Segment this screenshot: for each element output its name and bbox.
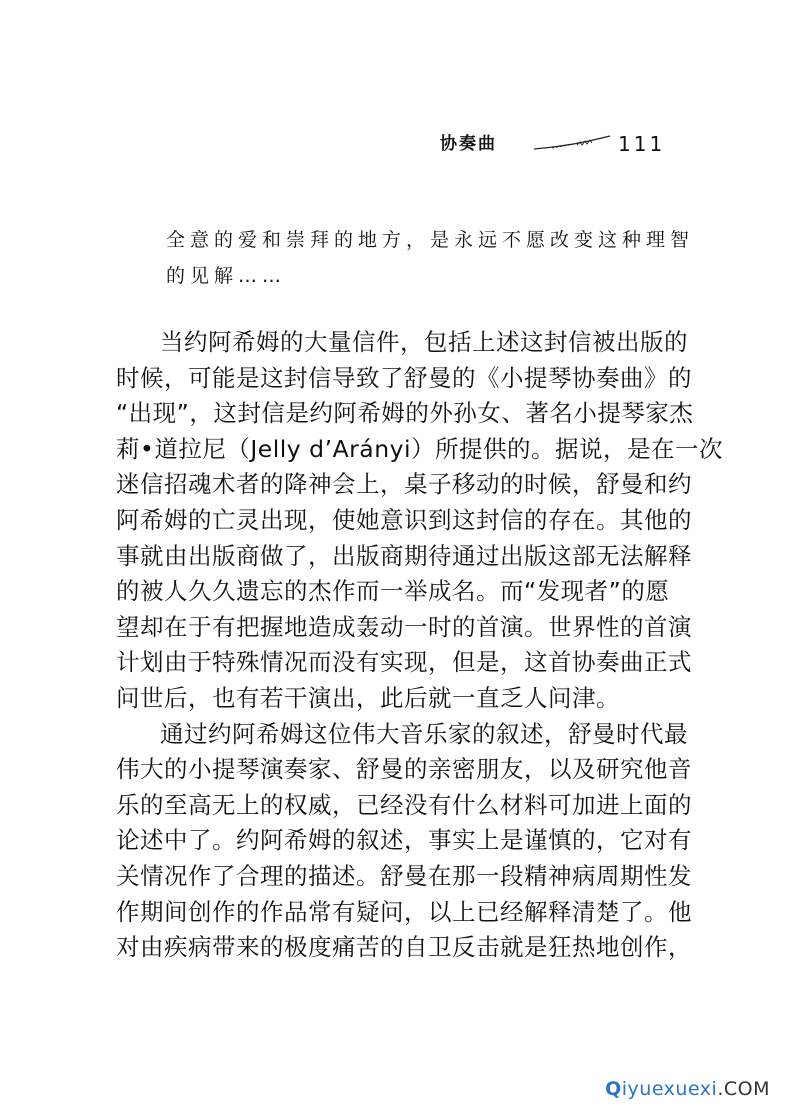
body-text: [116, 325, 724, 966]
paragraph-line: 事就由出版商做了，出版商期待通过出版这部无法解释: [116, 541, 692, 570]
quote-line: 的见解……: [166, 265, 287, 287]
watermark-name: iyuexuexi: [621, 1078, 718, 1100]
paragraph-line: 的被人久久遗忘的杰作而一举成名。而“发现者”的愿: [116, 577, 670, 606]
watermark-letter: Q: [605, 1078, 622, 1100]
paragraph-line: 论述中了。约阿希姆的叙述，事实上是谨慎的，它对有: [116, 826, 692, 855]
chapter-title: 协奏曲: [440, 134, 497, 154]
paragraph-line: 当约阿希姆的大量信件，包括上述这封信被出版的: [160, 328, 688, 356]
paragraph-line: 通过约阿希姆这位伟大音乐家的叙述，舒曼时代最: [160, 719, 688, 748]
paragraph-line: 对由疾病带来的极度痛苦的自卫反击就是狂热地创作，: [116, 933, 692, 962]
paragraph-line: 望却在于有把握地造成轰动一时的首演。世界性的首演: [116, 612, 692, 641]
quoted-passage: [166, 222, 695, 294]
paragraph-line: 迷信招魂术者的降神会上，桌子移动的时候，舒曼和约: [116, 470, 692, 499]
paragraph-line: 伟大的小提琴演奏家、舒曼的亲密朋友，以及研究他音: [116, 755, 692, 784]
paragraph-line: 莉•道拉尼（Jelly d’Arányi）所提供的。据说，是在一次: [116, 434, 724, 463]
ornament-icon: [532, 134, 612, 152]
running-header: [430, 132, 670, 162]
paragraph-line: 阿希姆的亡灵出现，使她意识到这封信的存在。其他的: [116, 505, 692, 534]
paragraph-line: 计划由于特殊情况而没有实现，但是，这首协奏曲正式: [116, 648, 692, 677]
paragraph-line: 时候，可能是这封信导致了舒曼的《小提琴协奏曲》的: [116, 363, 692, 392]
quote-line: 全意的爱和崇拜的地方，是永远不愿改变这种理智: [166, 229, 695, 251]
paragraph-line: 作期间创作的作品常有疑问，以上已经解释清楚了。他: [116, 897, 692, 926]
paragraph-line: 问世后，也有若干演出，此后就一直乏人问津。: [116, 683, 620, 712]
paragraph-line: 乐的至高无上的权威，已经没有什么材料可加进上面的: [116, 790, 692, 819]
watermark-domain: .COM: [717, 1078, 770, 1100]
paragraph-line: 关情况作了合理的描述。舒曼在那一段精神病周期性发: [116, 861, 692, 890]
site-watermark: [605, 1078, 770, 1100]
paragraph-line: “出现”，这封信是约阿希姆的外孙女、著名小提琴家杰: [116, 399, 694, 428]
page-number: 111: [618, 132, 666, 156]
